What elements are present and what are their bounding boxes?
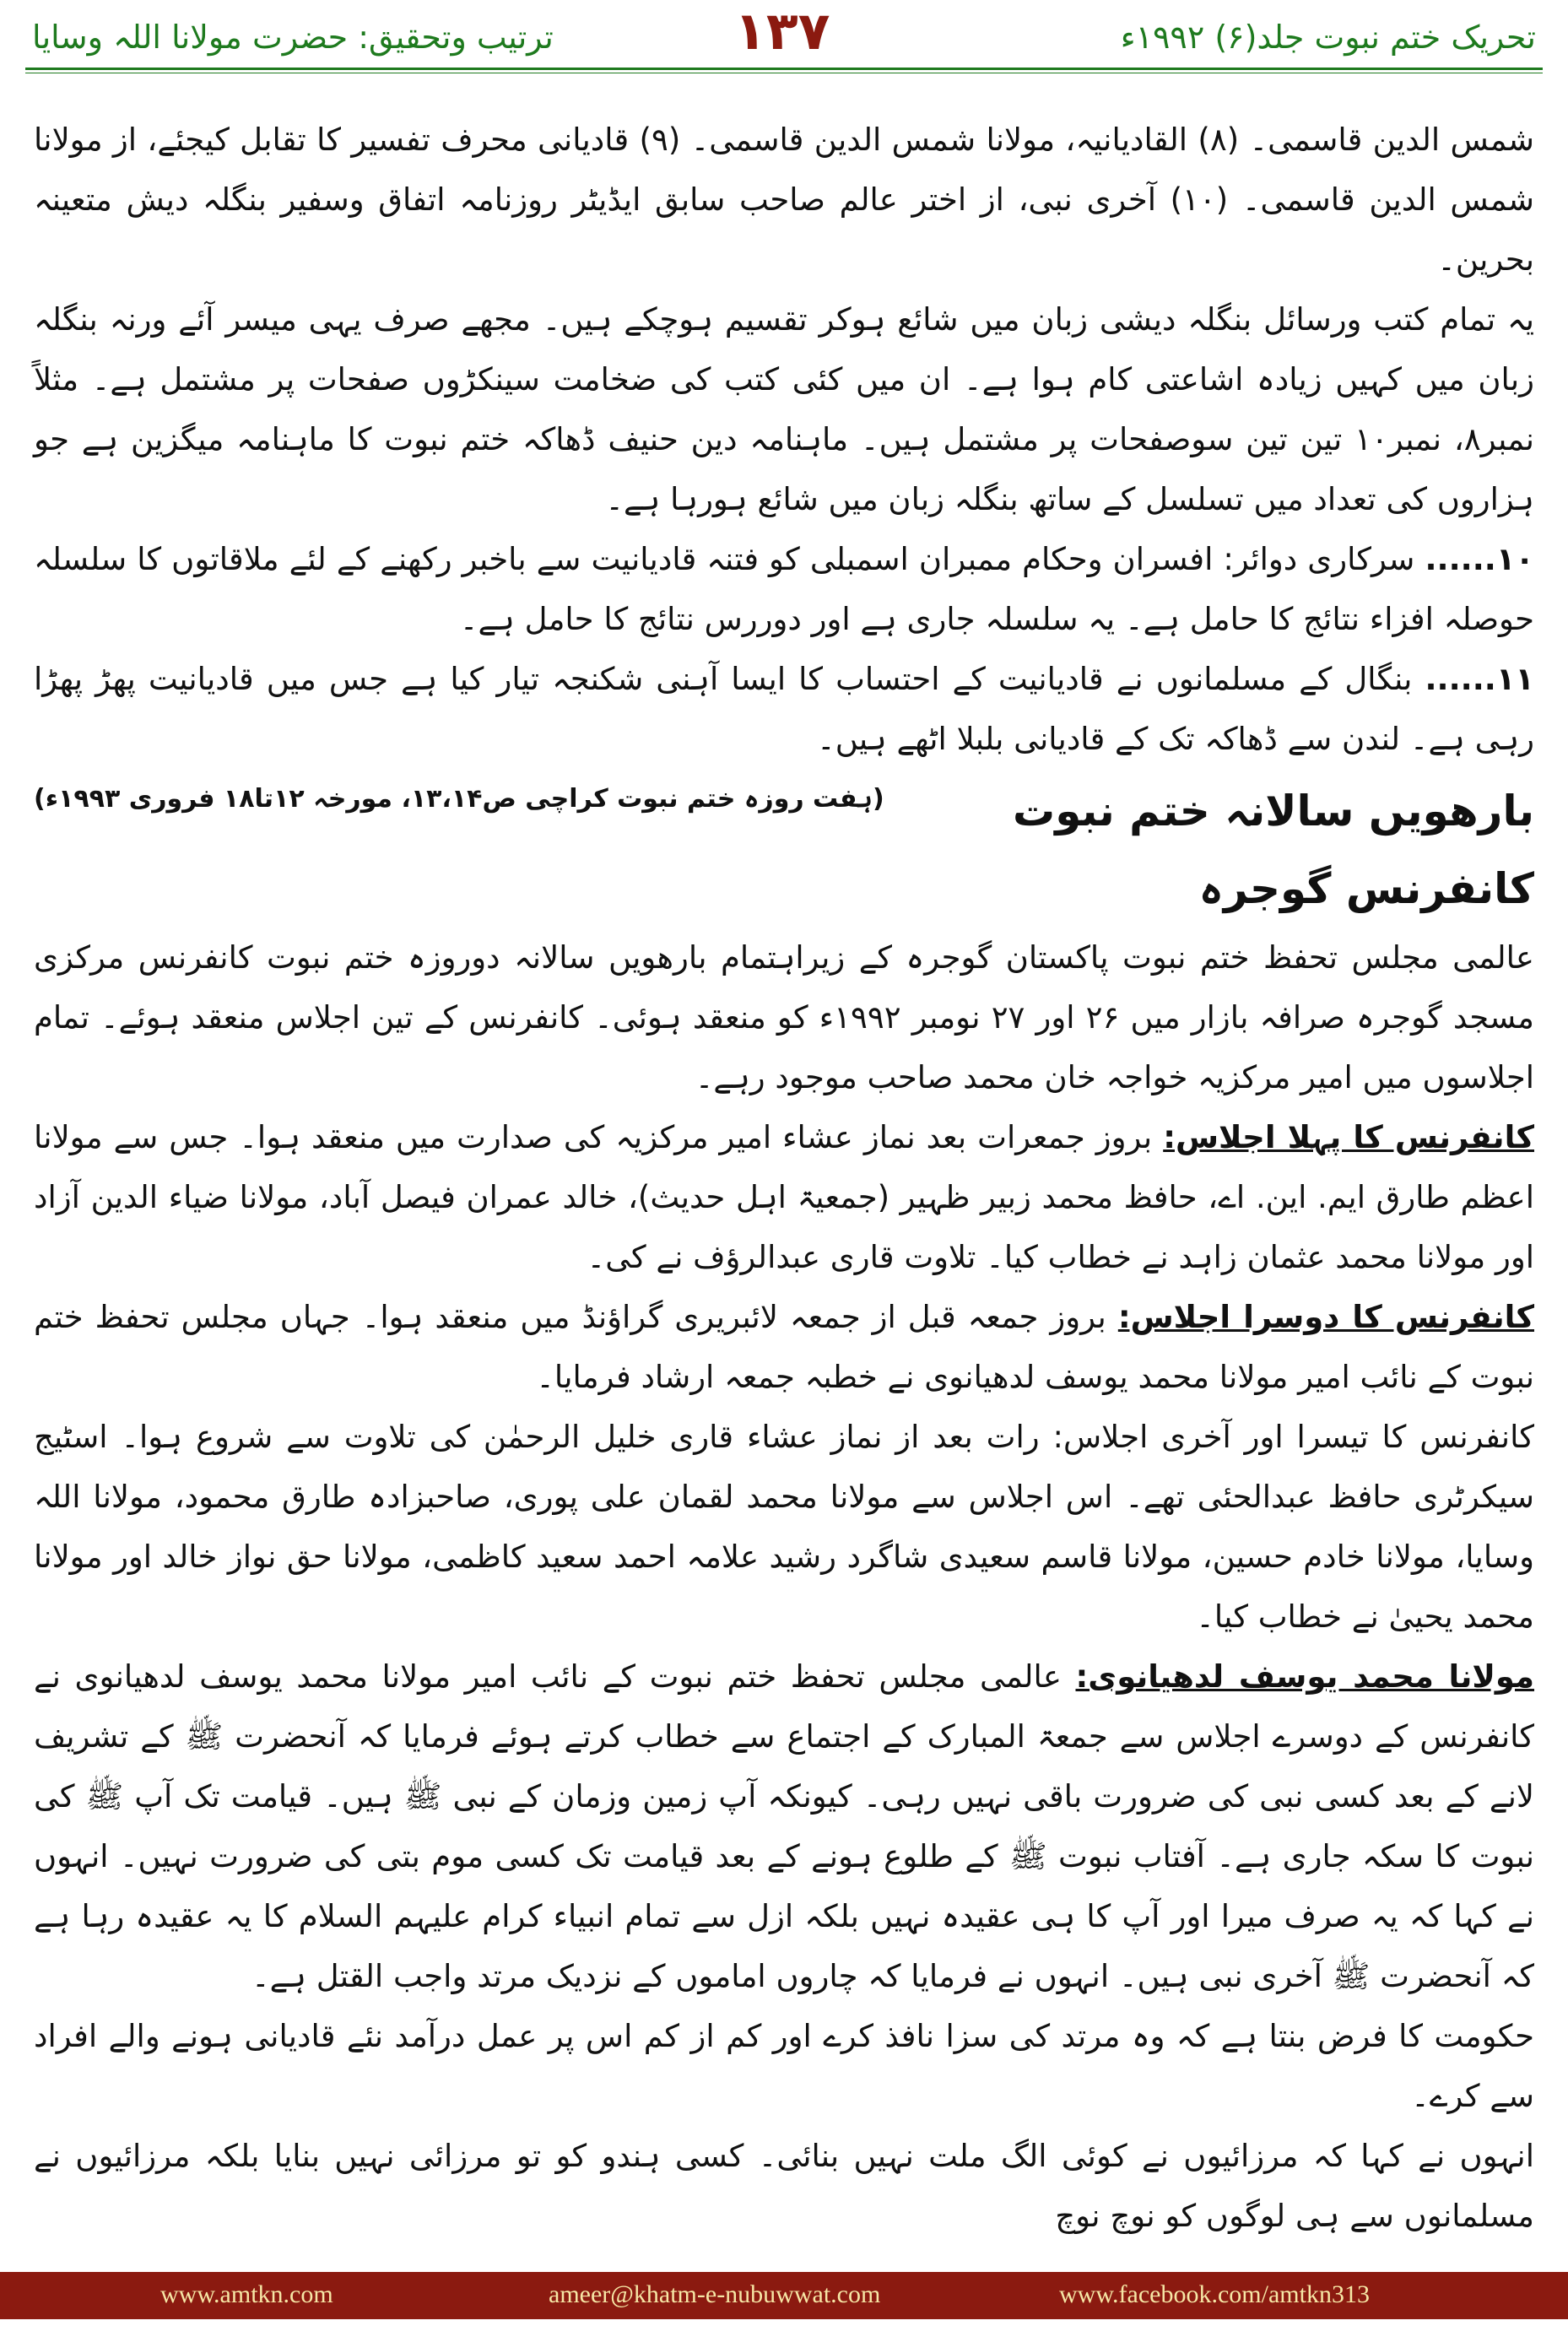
website-link[interactable]: www.amtkn.com (160, 2280, 333, 2308)
session-2-text: بروز جمعہ قبل از جمعہ لائبریری گراؤنڈ میں منعقد ہوا۔ جہاں مجلس تحفظ ختم نبوت کے نائب امیر مولانا محمد یوسف لدھیانوی نے خطبہ جمعہ ارشاد فرمایا۔ (34, 1299, 1534, 1395)
session-2-heading: کانفرنس کا دوسرا اجلاس: (1117, 1299, 1534, 1335)
list-item-11 (34, 649, 1535, 814)
session-1-text: بروز جمعرات بعد نماز عشاء امیر مرکزیہ کی صدارت میں منعقد ہوا۔ جس سے مولانا اعظم طارق ایم. این. اے، حافظ محمد زبیر ظہیر (جمعیۃ اہل حدیث)، خالد عمران فیصل آباد، مولانا ضیاء الدین آزاد اور مولانا محمد عثمان زاہد نے خطاب کیا۔ تلاوت قاری عبدالرؤف نے کی۔ (34, 1119, 1534, 1275)
session-3-paragraph: کانفرنس کا تیسرا اور آخری اجلاس: رات بعد از نماز عشاء قاری خلیل الرحمٰن کی تلاوت سے شروع ہوا۔ اسٹیج سیکرٹری حافظ عبدالحئی تھے۔ اس اجلاس سے مولانا محمد لقمان علی پوری، صاحبزادہ طارق محمود، مولانا اللہ وسایا، مولانا خادم حسین، مولانا قاسم سعیدی شاگرد رشید علامہ احمد سعید کاظمی، مولانا حق نواز خالد اور مولانا محمد یحییٰ نے خطاب کیا۔ (34, 1419, 1534, 1635)
item-text: سرکاری دوائر: افسران وحکام ممبران اسمبلی کو فتنہ قادیانیت سے باخبر رکھنے کے لئے ملاقاتوں کا سلسلہ حوصلہ افزاء نتائج کا حامل ہے۔ یہ سلسلہ جاری ہے اور دوررس نتائج کا حامل ہے۔ (34, 541, 1534, 637)
page-number: ۱۳۷ (734, 0, 830, 62)
page-footer (0, 2272, 1568, 2319)
section-title: بارھویں سالانہ ختم نبوت کانفرنس گوجرہ (1012, 787, 1534, 913)
compiler-credit: ترتیب وتحقیق: حضرت مولانا اللہ وسایا (32, 19, 554, 56)
facebook-link[interactable]: www.facebook.com/amtkn313 (1059, 2280, 1370, 2308)
header-divider (25, 68, 1543, 70)
page-body (34, 110, 1535, 2234)
speech-text: عالمی مجلس تحفظ ختم نبوت کے نائب امیر مولانا محمد یوسف لدھیانوی نے کانفرنس کے دوسرے اجلاس سے جمعۃ المبارک کے اجتماع سے خطاب کرتے ہوئے فرمایا کہ آنحضرت ﷺ کے تشریف لانے کے بعد کسی نبی کی ضرورت باقی نہیں رہی۔ کیونکہ آپ زمین وزمان کے نبی ﷺ ہیں۔ قیامت تک آپ ﷺ کی نبوت کا سکہ جاری ہے۔ آفتاب نبوت ﷺ کے طلوع ہونے کے بعد قیامت تک کسی موم بتی کی ضرورت نہیں۔ انہوں نے کہا کہ یہ صرف میرا اور آپ کا ہی عقیدہ نہیں بلکہ ازل سے تمام انبیاء کرام علیہم السلام کا یہ عقیدہ رہا ہے کہ آنحضرت ﷺ آخری نبی ہیں۔ انہوں نے فرمایا کہ چاروں اماموں کے نزدیک مرتد واجب القتل ہے۔ (34, 1658, 1534, 1994)
session-1-heading: کانفرنس کا پہلا اجلاس: (1163, 1119, 1534, 1155)
item-number: ۱۰...... (1425, 541, 1534, 577)
speaker-heading: مولانا محمد یوسف لدھیانوی: (1075, 1658, 1535, 1695)
page-header (0, 0, 1568, 68)
book-list-paragraph: شمس الدین قاسمی۔ (۸) القادیانیہ، مولانا شمس الدین قاسمی۔ (۹) قادیانی محرف تفسیر کا تقابل کیجئے، از مولانا شمس الدین قاسمی۔ (۱۰) آخری نبی، از اختر عالم صاحب سابق ایڈیٹر روزنامہ اتفاق وسفیر بنگلہ دیش متعینہ بحرین۔ (34, 122, 1535, 278)
closing-paragraph-1: حکومت کا فرض بنتا ہے کہ وہ مرتد کی سزا نافذ کرے اور کم از کم اس پر عمل درآمد نئے قادیانی ہونے والے افراد سے کرے۔ (34, 2018, 1534, 2114)
item-number: ۱۱...... (1425, 661, 1535, 697)
intro-paragraph: عالمی مجلس تحفظ ختم نبوت پاکستان گوجرہ کے زیراہتمام بارھویں سالانہ دوروزہ ختم نبوت کانفرنس مرکزی مسجد گوجرہ صرافہ بازار میں ۲۶ اور ۲۷ نومبر ۱۹۹۲ء کو منعقد ہوئی۔ کانفرنس کے تین اجلاس منعقد ہوئے۔ تمام اجلاسوں میں امیر مرکزیہ خواجہ خان محمد صاحب موجود رہے۔ (34, 939, 1534, 1095)
session-2-paragraph (34, 1287, 1534, 1407)
book-title: تحریک ختم نبوت جلد(۶) ۱۹۹۲ء (1120, 19, 1536, 56)
email-link[interactable]: ameer@khatm-e-nubuwwat.com (549, 2280, 881, 2308)
source-citation: (ہفت روزہ ختم نبوت کراچی ص۱۳،۱۴، مورخہ ۱۲تا۱۸ فروری ۱۹۹۳ء) (34, 784, 884, 814)
closing-paragraph-2: انہوں نے کہا کہ مرزائیوں نے کوئی الگ ملت نہیں بنائی۔ کسی ہندو کو تو مرزائی نہیں بنایا بلکہ مرزائیوں نے مسلمانوں سے ہی لوگوں کو نوچ نوچ (34, 2138, 1534, 2234)
session-1-paragraph (34, 1107, 1534, 1287)
item-text: بنگال کے مسلمانوں نے قادیانیت کے احتساب کا ایسا آہنی شکنجہ تیار کیا ہے جس میں قادیانیت پھڑ پھڑا رہی ہے۔ لندن سے ڈھاکہ تک کے قادیانی بلبلا اٹھے ہیں۔ (34, 661, 1534, 757)
list-item-10 (34, 529, 1534, 649)
speech-paragraph (34, 1647, 1534, 2006)
publication-paragraph: یہ تمام کتب ورسائل بنگلہ دیشی زبان میں شائع ہوکر تقسیم ہوچکے ہیں۔ مجھے صرف یہی میسر آئے ورنہ بنگلہ زبان میں کہیں زیادہ اشاعتی کام ہوا ہے۔ ان میں کئی کتب کی ضخامت سینکڑوں صفحات پر مشتمل ہے۔ مثلاً نمبر۸، نمبر۱۰ تین تین سوصفحات پر مشتمل ہیں۔ ماہنامہ دین حنیف ڈھاکہ ختم نبوت کا ماہنامہ میگزین ہے جو ہزاروں کی تعداد میں تسلسل کے ساتھ بنگلہ زبان میں شائع ہورہا ہے۔ (34, 301, 1534, 517)
